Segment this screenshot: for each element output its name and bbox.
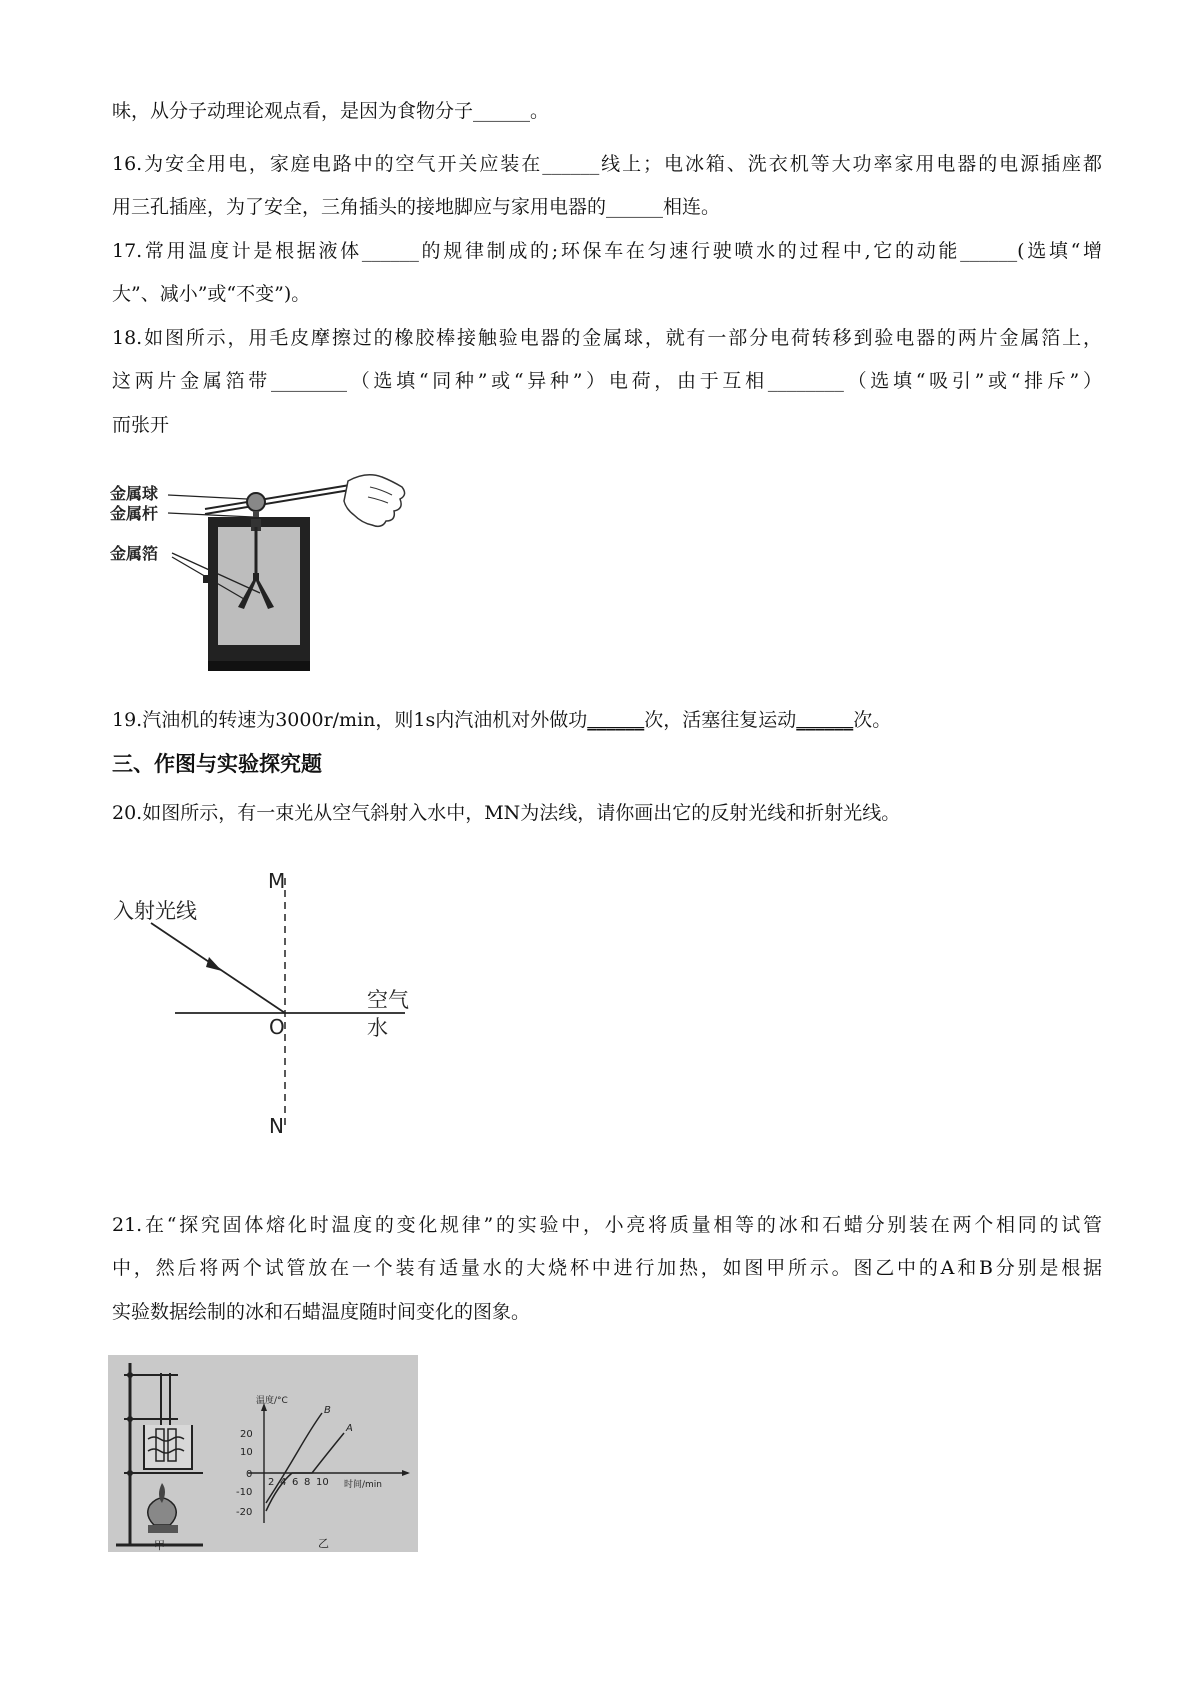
x-tick-6: 6 [292,1477,299,1488]
y-tick-10: 10 [240,1447,253,1458]
label-n: N [269,1114,284,1138]
y-tick-20: 20 [240,1429,253,1440]
curve-b-label: B [324,1405,331,1416]
answer-blank-1: ______ [587,709,645,731]
question-21-line-2: 中，然后将两个试管放在一个装有适量水的大烧杯中进行加热，如图甲所示。图乙中的A和B分别是根据 [112,1257,1102,1279]
x-tick-10: 10 [316,1477,329,1488]
question-18-line-3: 而张开 [112,414,170,436]
x-tick-4: 4 [280,1477,287,1488]
label-water: 水 [367,1016,388,1040]
label-metal-rod: 金属杆 [110,504,159,523]
question-21-line-1: 21.在“探究固体熔化时温度的变化规律”的实验中，小亮将质量相等的冰和石蜡分别装在两个相同的试管 [112,1214,1102,1236]
label-air: 空气 [367,988,409,1012]
question-19-line [112,705,1102,735]
y-tick-minus-20: -20 [236,1507,253,1518]
question-20-line: 20.如图所示，有一束光从空气斜射入水中，MN为法线，请你画出它的反射光线和折射光线。 [112,802,901,824]
electroscope-figure [110,465,410,675]
text-line-continuation: 味，从分子动理论观点看，是因为食物分子______。 [112,100,550,122]
question-21-line-3: 实验数据绘制的冰和石蜡温度随时间变化的图象。 [112,1301,531,1323]
label-jia: 甲 [154,1539,165,1552]
question-17-line-1: 17.常用温度计是根据液体______的规律制成的;环保车在匀速行驶喷水的过程中,它的动能______(选填“增 [112,240,1102,262]
label-metal-ball: 金属球 [110,484,159,503]
graph-y-axis-label: 温度/°C [256,1396,288,1406]
y-tick-minus-10: -10 [236,1487,253,1498]
question-19-text-mid: 次，活塞往复运动 [644,709,797,731]
question-18-line-1: 18.如图所示，用毛皮摩擦过的橡胶棒接触验电器的金属球，就有一部分电荷转移到验电器的两片金属箔上， [112,327,1102,349]
question-19-text-start: 19.汽油机的转速为3000r/min，则1s内汽油机对外做功 [112,709,588,731]
label-m: M [268,869,286,893]
curve-a-label: A [346,1423,353,1434]
x-tick-8: 8 [304,1477,311,1488]
question-18-line-2: 这两片金属箔带________（选填“同种”或“异种”）电荷，由于互相________（选填“吸引”或“排斥”） [112,370,1102,392]
answer-blank-2: ______ [796,709,854,731]
label-yi: 乙 [318,1537,329,1550]
question-17-line-2: 大”、减小”或“不变”)。 [112,283,311,305]
y-tick-0: 0 [246,1469,253,1480]
graph-x-axis-label: 时间/min [344,1480,383,1490]
question-16-line-2: 用三孔插座，为了安全，三角插头的接地脚应与家用电器的______相连。 [112,196,721,218]
label-o: O [269,1015,285,1039]
section-heading: 三、作图与实验探究题 [112,752,322,776]
question-19-text-end: 次。 [853,709,892,731]
label-incident-ray: 入射光线 [113,899,197,923]
label-metal-foil: 金属箔 [110,544,159,563]
refraction-figure [105,860,435,1145]
x-tick-2: 2 [268,1477,275,1488]
melting-experiment-figure [108,1355,418,1552]
question-16-line-1: 16.为安全用电，家庭电路中的空气开关应装在______线上；电冰箱、洗衣机等大功率家用电器的电源插座都 [112,153,1102,175]
